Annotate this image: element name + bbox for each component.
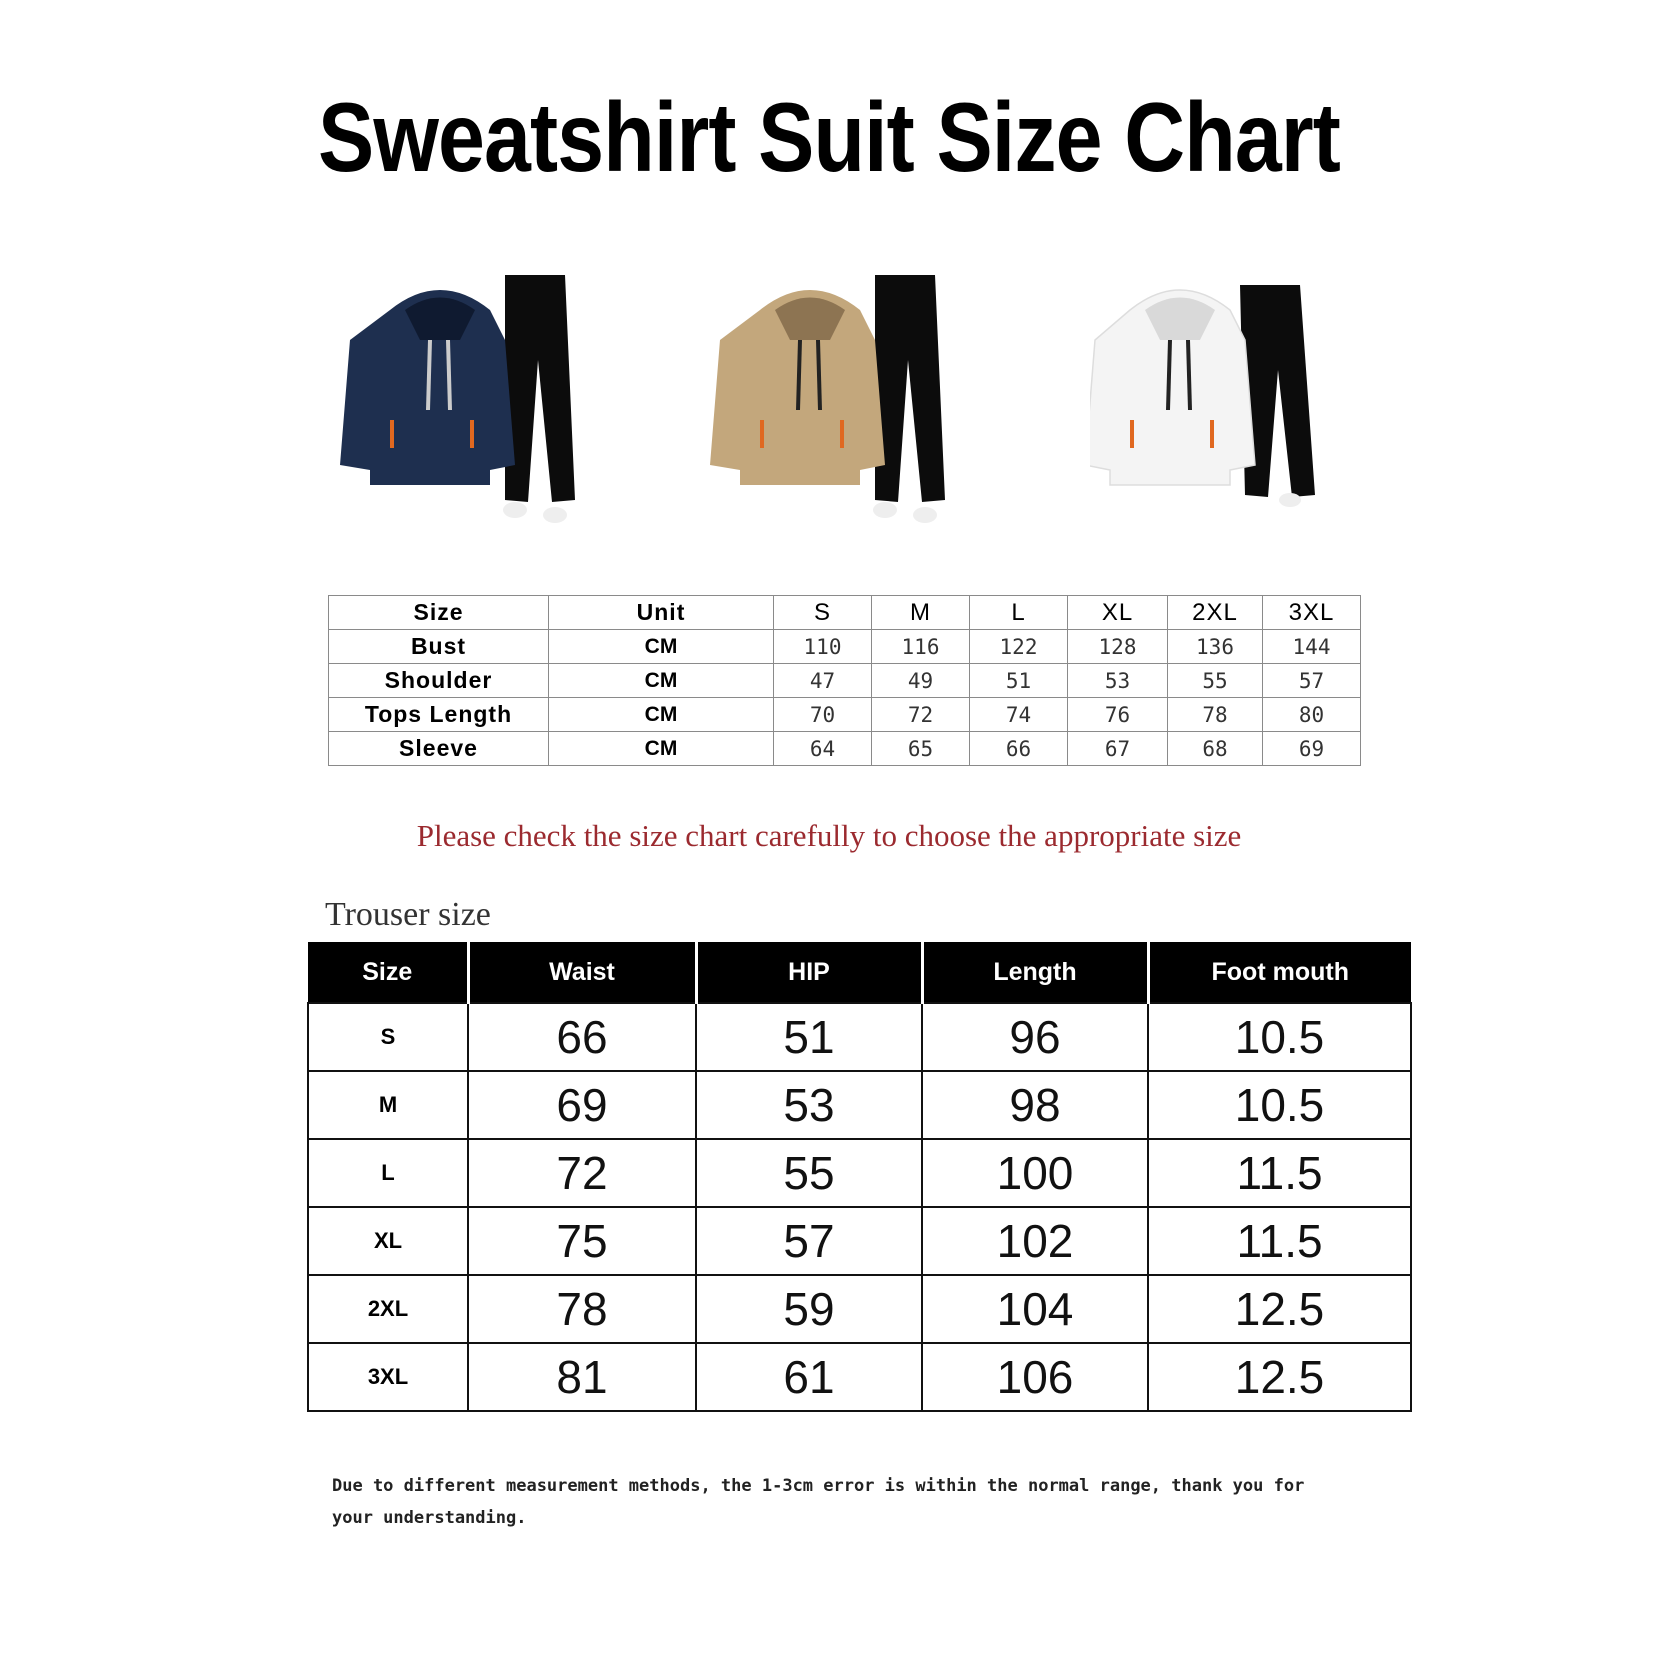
tops-cell: 76 bbox=[1068, 698, 1168, 732]
trouser-size-title: Trouser size bbox=[325, 896, 491, 933]
trouser-header-foot-mouth: Foot mouth bbox=[1148, 942, 1411, 1003]
trouser-header-waist: Waist bbox=[468, 942, 696, 1003]
tops-header-xl: XL bbox=[1068, 596, 1168, 630]
tops-row-label: Tops Length bbox=[329, 698, 549, 732]
tops-header-size: Size bbox=[329, 596, 549, 630]
tops-cell: 57 bbox=[1263, 664, 1361, 698]
tops-cell: 80 bbox=[1263, 698, 1361, 732]
trouser-size-label: L bbox=[308, 1139, 468, 1207]
tops-cell: 110 bbox=[774, 630, 872, 664]
measurement-disclaimer: Due to different measurement methods, the 1-3cm error is within the normal range, thank you for your understanding. bbox=[332, 1476, 1305, 1528]
trouser-row bbox=[308, 1343, 1411, 1411]
trouser-cell: 66 bbox=[468, 1003, 696, 1071]
outfit-white bbox=[1090, 270, 1390, 560]
tops-row-label: Sleeve bbox=[329, 732, 549, 766]
tops-cell: 122 bbox=[970, 630, 1068, 664]
tops-cell: 68 bbox=[1168, 732, 1263, 766]
trouser-cell: 100 bbox=[922, 1139, 1148, 1207]
tops-cell: 78 bbox=[1168, 698, 1263, 732]
trouser-header-size: Size bbox=[308, 942, 468, 1003]
hoodie-pants-navy-image bbox=[330, 270, 630, 560]
trouser-cell: 72 bbox=[468, 1139, 696, 1207]
tops-cell: 128 bbox=[1068, 630, 1168, 664]
trouser-cell: 81 bbox=[468, 1343, 696, 1411]
tops-row-unit: CM bbox=[549, 630, 774, 664]
tops-row-label: Shoulder bbox=[329, 664, 549, 698]
tops-cell: 65 bbox=[872, 732, 970, 766]
tops-row-unit: CM bbox=[549, 698, 774, 732]
trouser-header-length: Length bbox=[922, 942, 1148, 1003]
tops-cell: 144 bbox=[1263, 630, 1361, 664]
hoodie-pants-white-image bbox=[1090, 270, 1390, 560]
trouser-cell: 10.5 bbox=[1148, 1003, 1411, 1071]
trouser-cell: 78 bbox=[468, 1275, 696, 1343]
page-title: Sweatshirt Suit Size Chart bbox=[317, 82, 1341, 192]
tops-row-shoulder bbox=[329, 664, 1361, 698]
tops-cell: 72 bbox=[872, 698, 970, 732]
trouser-row bbox=[308, 1275, 1411, 1343]
trouser-cell: 69 bbox=[468, 1071, 696, 1139]
trouser-cell: 57 bbox=[696, 1207, 922, 1275]
trouser-cell: 51 bbox=[696, 1003, 922, 1071]
trouser-cell: 61 bbox=[696, 1343, 922, 1411]
tops-cell: 69 bbox=[1263, 732, 1361, 766]
tops-row-bust bbox=[329, 630, 1361, 664]
trouser-size-label: XL bbox=[308, 1207, 468, 1275]
tops-header-s: S bbox=[774, 596, 872, 630]
trouser-row bbox=[308, 1003, 1411, 1071]
trouser-cell: 53 bbox=[696, 1071, 922, 1139]
trouser-row bbox=[308, 1071, 1411, 1139]
tops-cell: 70 bbox=[774, 698, 872, 732]
tops-cell: 55 bbox=[1168, 664, 1263, 698]
trouser-size-label: 2XL bbox=[308, 1275, 468, 1343]
tops-cell: 64 bbox=[774, 732, 872, 766]
tops-cell: 74 bbox=[970, 698, 1068, 732]
tops-header-m: M bbox=[872, 596, 970, 630]
trouser-cell: 10.5 bbox=[1148, 1071, 1411, 1139]
outfit-khaki bbox=[700, 270, 1000, 560]
tops-header-row bbox=[329, 596, 1361, 630]
trouser-cell: 98 bbox=[922, 1071, 1148, 1139]
trouser-cell: 11.5 bbox=[1148, 1207, 1411, 1275]
tops-row-label: Bust bbox=[329, 630, 549, 664]
outfit-navy bbox=[330, 270, 630, 560]
tops-cell: 67 bbox=[1068, 732, 1168, 766]
trouser-cell: 12.5 bbox=[1148, 1343, 1411, 1411]
trouser-size-table bbox=[307, 942, 1412, 1412]
trouser-cell: 55 bbox=[696, 1139, 922, 1207]
trouser-cell: 59 bbox=[696, 1275, 922, 1343]
tops-cell: 136 bbox=[1168, 630, 1263, 664]
trouser-cell: 106 bbox=[922, 1343, 1148, 1411]
trouser-row bbox=[308, 1207, 1411, 1275]
trouser-cell: 96 bbox=[922, 1003, 1148, 1071]
hoodie-pants-khaki-image bbox=[700, 270, 1000, 560]
trouser-size-label: S bbox=[308, 1003, 468, 1071]
tops-header-3xl: 3XL bbox=[1263, 596, 1361, 630]
trouser-cell: 104 bbox=[922, 1275, 1148, 1343]
tops-row-unit: CM bbox=[549, 664, 774, 698]
tops-cell: 51 bbox=[970, 664, 1068, 698]
tops-row-sleeve bbox=[329, 732, 1361, 766]
trouser-header-row bbox=[308, 942, 1411, 1003]
trouser-size-label: 3XL bbox=[308, 1343, 468, 1411]
trouser-cell: 75 bbox=[468, 1207, 696, 1275]
tops-header-2xl: 2XL bbox=[1168, 596, 1263, 630]
tops-cell: 49 bbox=[872, 664, 970, 698]
trouser-cell: 11.5 bbox=[1148, 1139, 1411, 1207]
tops-row-tops-length bbox=[329, 698, 1361, 732]
tops-size-table bbox=[328, 595, 1361, 766]
tops-cell: 116 bbox=[872, 630, 970, 664]
tops-header-l: L bbox=[970, 596, 1068, 630]
trouser-cell: 12.5 bbox=[1148, 1275, 1411, 1343]
trouser-cell: 102 bbox=[922, 1207, 1148, 1275]
tops-row-unit: CM bbox=[549, 732, 774, 766]
tops-cell: 66 bbox=[970, 732, 1068, 766]
trouser-size-label: M bbox=[308, 1071, 468, 1139]
tops-cell: 53 bbox=[1068, 664, 1168, 698]
trouser-row bbox=[308, 1139, 1411, 1207]
trouser-header-hip: HIP bbox=[696, 942, 922, 1003]
tops-header-unit: Unit bbox=[549, 596, 774, 630]
size-check-note: Please check the size chart carefully to choose the appropriate size bbox=[416, 818, 1242, 853]
tops-cell: 47 bbox=[774, 664, 872, 698]
